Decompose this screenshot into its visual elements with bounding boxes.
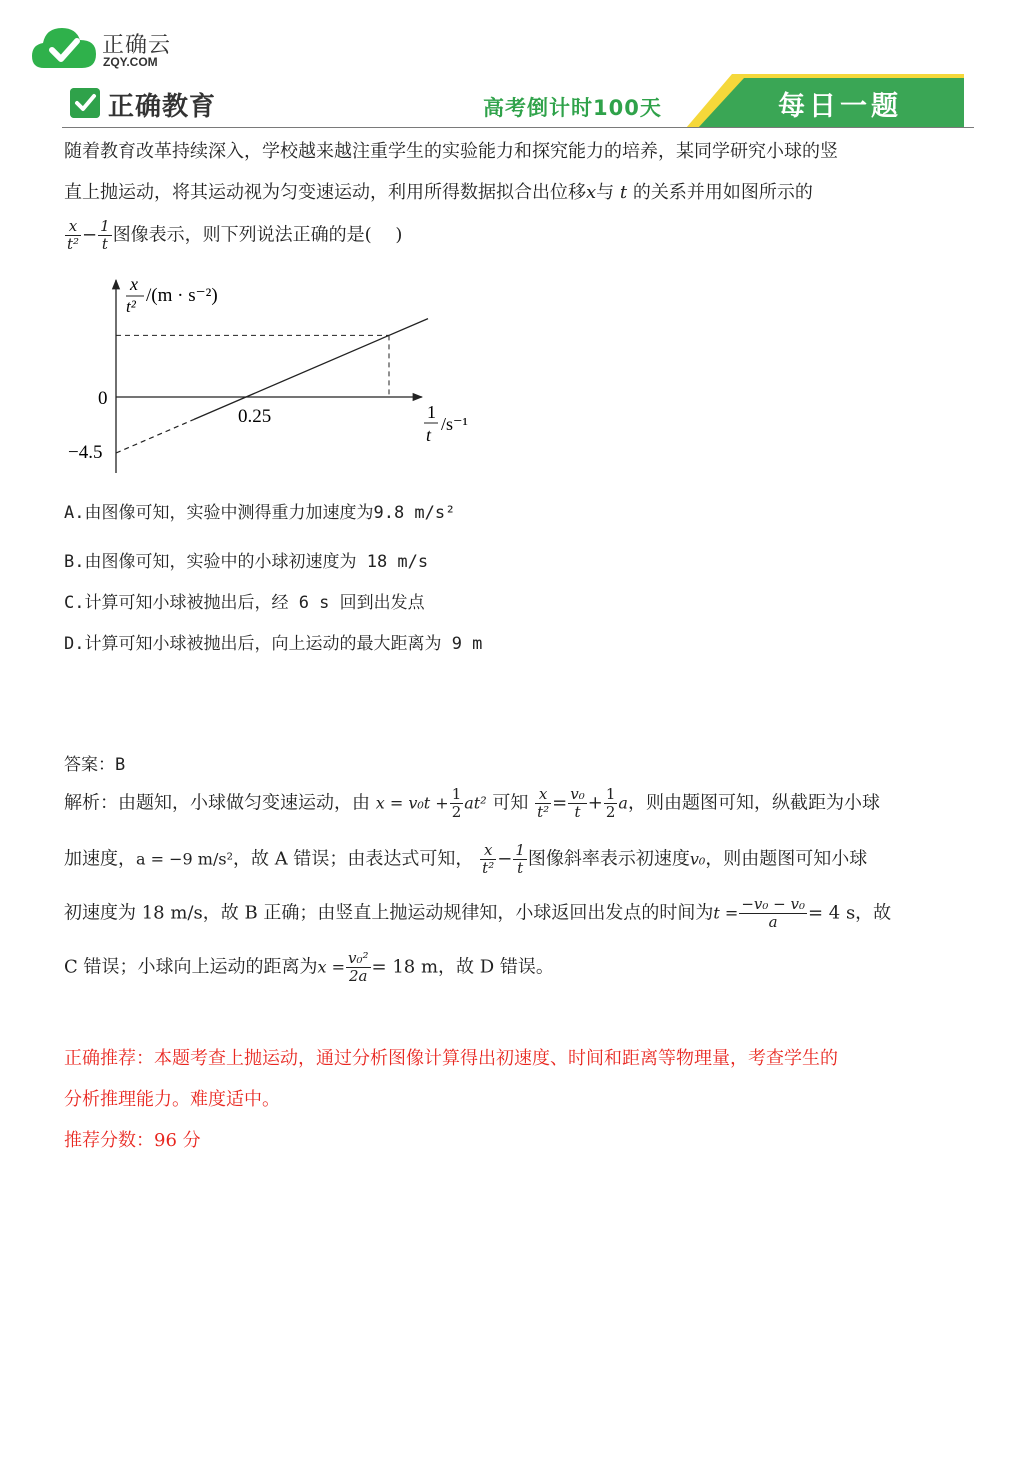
fraction-1-over-t: $\frac{1}{t}$ [100, 217, 110, 253]
recommend-line-1: 正确推荐：本题考查上抛运动，通过分析图像计算得出初速度、时间和距离等物理量，考查学生的 [64, 1048, 838, 1069]
equation-x-v0t: x = v₀t + [375, 793, 449, 813]
analysis-line-3: 初速度为 18 m/s，故 B 正确；由竖直上抛运动规律知，小球返回出发点的时间为t = $\frac{\text{−v₀ − v₀}}{a}$ = 4 s，故 [64, 895, 892, 931]
question-line-1: 随着教育改革持续深入，学校越来越注重学生的实验能力和探究能力的培养，某同学研究小球的竖 [64, 141, 838, 162]
option-b[interactable]: B.由图像可知，实验中的小球初速度为 18 m/s [64, 552, 429, 572]
analysis-line-1: 解析：由题知，小球做匀变速运动，由 x = v₀t + $\frac{1}{2}$ at² 可知 $\frac{x}{\text{t²}}$ = $\frac{\text{v₀}}{t}$ + $\frac{1}{2}$ a，则由题图可知，纵截距为小球 [64, 785, 880, 821]
x-label-1: 1 [427, 402, 436, 422]
y-label-x: x [130, 274, 138, 294]
tick-label-0-25: 0.25 [238, 406, 272, 427]
y-label-t2: t² [126, 297, 136, 316]
answer: 答案：B [64, 755, 126, 775]
countdown-text: 高考倒计时100天 [483, 96, 662, 120]
analysis-line-2: 加速度，a = −9 m/s²，故 A 错误；由表达式可知， $\frac{x}{\text{t²}}$ − $\frac{1}{t}$ 图像斜率表示初速度v₀，则由题图可知小球 [64, 841, 868, 877]
logo-name-cn: 正确云 [102, 33, 172, 58]
tick-label-0: 0 [98, 388, 108, 409]
checkmark-icon [70, 88, 100, 118]
zqy-cloud-logo [30, 22, 100, 72]
daily-banner-label: 每日一题 [778, 91, 902, 122]
xt-graph [60, 268, 490, 478]
x-label-unit: /s⁻¹ [441, 414, 468, 434]
option-d[interactable]: D.计算可知小球被抛出后，向上运动的最大距离为 9 m [64, 634, 483, 654]
fit-line [194, 319, 428, 420]
fraction-x-over-t2: $\frac{x}{\text{t²}}$ [67, 217, 80, 253]
recommend-score: 推荐分数：96 分 [64, 1130, 201, 1151]
question-line-2: 直上抛运动，将其运动视为匀变速运动，利用所得数据拟合出位移x与 t 的关系并用如图所示的 [64, 182, 813, 203]
analysis-line-4: C 错误；小球向上运动的距离为x = $\frac{\text{v₀²}}{2a}$ = 18 m，故 D 错误。 [64, 949, 554, 985]
brand-title: 正确教育 [108, 92, 217, 122]
header-divider [62, 127, 974, 128]
recommend-line-2: 分析推理能力。难度适中。 [64, 1089, 280, 1110]
question-line-3: $\frac{x}{\text{t²}}$ − $\frac{1}{t}$ 图像表示，则下列说法正确的是( ) [67, 217, 403, 253]
option-c[interactable]: C.计算可知小球被抛出后，经 6 s 回到出发点 [64, 593, 425, 613]
x-label-t: t [426, 425, 432, 445]
option-a[interactable]: A.由图像可知，实验中测得重力加速度为9.8 m/s² [64, 503, 456, 523]
y-label-unit: /(m · s⁻²) [146, 285, 218, 306]
tick-label-neg-4-5: −4.5 [68, 442, 103, 463]
fit-line-extrapolated [116, 419, 194, 453]
logo-name-en: ZQY.COM [103, 55, 158, 69]
